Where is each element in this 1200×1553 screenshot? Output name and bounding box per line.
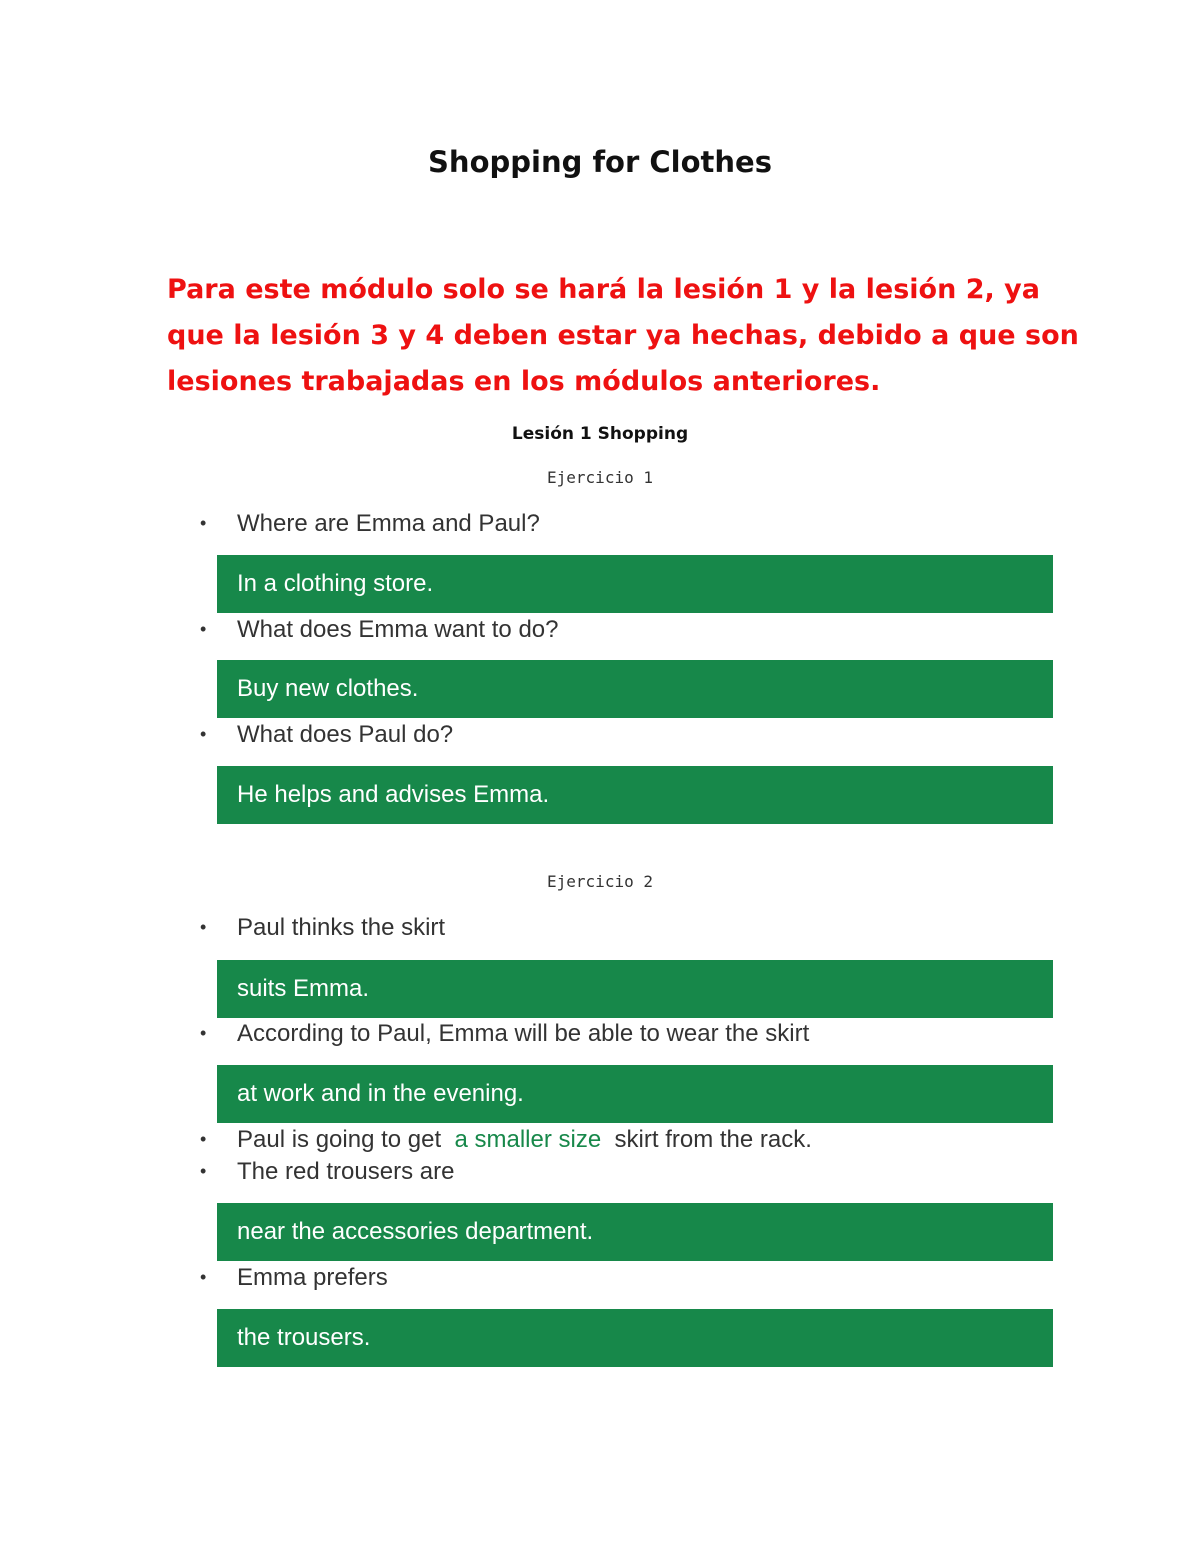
bullet: • [200,1129,207,1149]
answer-field[interactable] [217,1203,1053,1261]
notice-line: lesiones trabajadas en los módulos anteriores. [167,366,881,397]
question-text: Paul thinks the skirt [237,914,446,941]
notice-line: que la lesión 3 y 4 deben estar ya hechas, debido a que son [167,320,1079,351]
answer-text: at work and in the evening. [237,1080,524,1107]
question-text: According to Paul, Emma will be able to wear the skirt [237,1020,810,1047]
question-text: The red trousers are [237,1158,455,1185]
question-text: What does Emma want to do? [237,616,559,643]
question-text: Paul is going to get [237,1126,442,1153]
question-item [200,718,453,751]
bullet: • [200,1161,207,1181]
answer-text: near the accessories department. [237,1218,594,1245]
answer-field[interactable] [217,766,1053,824]
answer-text: Buy new clothes. [237,675,419,702]
inline-answer-field[interactable]: a smaller size [454,1126,602,1153]
bullet: • [200,513,207,533]
bullet: • [200,619,207,639]
bullet: • [200,1023,207,1043]
question-item [200,1017,809,1050]
exercise-2-heading: Ejercicio 2 [547,872,653,891]
exercise-1-heading: Ejercicio 1 [547,468,653,487]
answer-field[interactable] [217,660,1053,718]
question-item [200,507,540,540]
question-item [200,911,445,944]
answer-text: He helps and advises Emma. [237,781,550,808]
answer-field[interactable] [217,1065,1053,1123]
answer-field[interactable] [217,555,1053,613]
question-item [200,1261,388,1294]
question-text: skirt from the rack. [614,1126,812,1153]
answer-text: suits Emma. [237,975,370,1002]
question-item [200,613,559,646]
answer-field[interactable] [217,960,1053,1018]
bullet: • [200,724,207,744]
question-item [200,1123,812,1156]
notice-line: Para este módulo solo se hará la lesión 1 y la lesión 2, ya [167,274,1040,305]
question-item [200,1155,454,1188]
bullet: • [200,917,207,937]
answer-text: the trousers. [237,1324,371,1351]
lesson-title: Lesión 1 Shopping [511,424,689,444]
bullet: • [200,1267,207,1287]
question-text: What does Paul do? [237,721,454,748]
question-text: Where are Emma and Paul? [237,510,540,537]
question-text: Emma prefers [237,1264,388,1291]
answer-text: In a clothing store. [237,570,434,597]
answer-field[interactable] [217,1309,1053,1367]
module-notice [167,267,1079,405]
document-title: Shopping for Clothes [428,145,772,179]
